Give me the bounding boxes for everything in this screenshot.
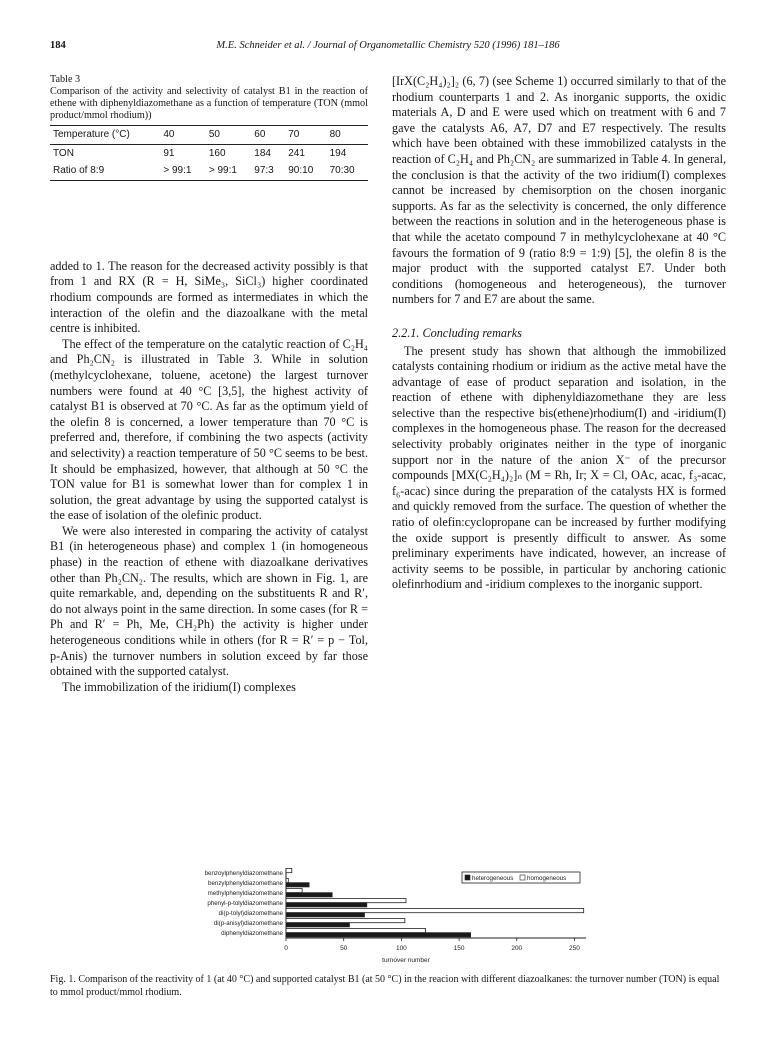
bar-heterogeneous — [286, 923, 349, 927]
table-header-cell: 80 — [327, 126, 368, 145]
category-label: di(p-anisyl)diazomethane — [213, 920, 283, 927]
body-paragraph: The immobilization of the iridium(I) complexes — [62, 679, 296, 694]
table-cell: 184 — [254, 147, 271, 159]
table-row — [50, 162, 368, 180]
body-paragraph: [IrX(C₂H₄)₂]₂ (6, 7) (see Scheme 1) occurred similarly to that of the rhodium counterparts 1 and 2. As inorganic supports, the oxidic materials A, D and E were used which on treatment with 6 and 7 gave the catalysts A6, A7, D7 and E7 respectively. The results which have been obtained with these immobilized catalysts in the reaction of C₂H₄ and Ph₂CN₂ are summarized in Table 4. In general, the conclusion is that the activity of the two iridium(I) complexes cannot be increased by chemisorption on the chosen inorganic supports. As far as the selectivity is concerned, the only difference between the reactions in solution and in the heterogeneous phase is that while the acetato compound 7 in methylcyclohexane at 40 °C favours the formation of 9 (ratio 8:9 = 1:9) [5], the olefin 8 is the major product with the supported catalyst E7. Under both conditions (homogeneous and heterogeneous), the turnover numbers for 7 and E7 are about the same. — [392, 74, 726, 307]
table-header-cell: Temperature (°C) — [50, 126, 160, 145]
body-paragraph: added to 1. The reason for the decreased activity possibly is that from 1 and RX (R = H, SiMe₃, SiCl₃) higher coordinated rhodium compounds are formed as intermediates in which the interaction of the olefin and the diazoalkane with the metal centre is inhibited. — [50, 258, 368, 336]
body-paragraph: We were also interested in comparing the activity of catalyst B1 (in heterogeneous phase) and complex 1 (in homogeneous phase) in the reaction of ethene with diazoalkane derivatives other than Ph₂CN₂. The results, which are shown in Fig. 1, are quite remarkable, and, depending on the substituents R and R′, do not always point in the same direction. In some cases (for R = Ph and R′ = Ph, Me, CH₂Ph) the activity is higher under heterogeneous conditions while in others (for R = R′ = p − Tol, p-Anis) the turnover numbers in solution exceed by far those obtained with the supported catalyst. — [50, 523, 368, 679]
x-axis-label: turnover number — [382, 957, 430, 964]
legend-label-heterogeneous: heterogeneous — [472, 875, 514, 882]
x-tick-label: 200 — [511, 945, 523, 952]
table-caption — [50, 74, 368, 122]
table-cell: 70:30 — [327, 162, 368, 180]
bar-homogeneous — [286, 919, 405, 923]
table-cell: Ratio of 8:9 — [50, 162, 160, 180]
x-tick-label: 50 — [340, 945, 348, 952]
bar-heterogeneous — [286, 893, 332, 897]
bar-heterogeneous — [286, 913, 364, 917]
legend-swatch-homogeneous — [520, 875, 525, 880]
table-header-row — [50, 126, 368, 145]
bar-homogeneous — [286, 929, 426, 933]
legend-label-homogeneous: homogeneous — [527, 875, 567, 882]
category-label: benzoylphenyldiazomethane — [204, 870, 283, 877]
bar-homogeneous — [286, 889, 302, 893]
page-number: 184 — [50, 40, 66, 51]
table-cell: TON — [53, 147, 74, 159]
bar-heterogeneous — [286, 883, 309, 887]
right-column — [392, 74, 726, 593]
bar-homogeneous — [286, 909, 584, 913]
table-cell: > 99:1 — [206, 162, 251, 180]
figure-1 — [150, 864, 590, 969]
category-label: di(p-tolyl)diazomethane — [218, 910, 283, 917]
x-tick-label: 100 — [395, 945, 407, 952]
bar-homogeneous — [286, 869, 292, 873]
table-cell: 160 — [208, 147, 226, 159]
body-paragraph: The effect of the temperature on the catalytic reaction of C₂H₄ and Ph₂CN₂ is illustrated in Table 3. While in solution (methylcyclohexane, toluene, acetone) the largest turnover numbers were found at 40 °C [3,5], the highest activity of catalyst B1 is observed at 70 °C. As far as the optimum yield of the olefin 8 is concerned, a lower temperature than 70 °C is preferred and, therefore, if combining the two aspects (activity and selectivity) a reaction temperature of 50 °C seems to be best. It should be emphasized, however, that although at 50 °C the TON value for B1 is somewhat lower than for complex 1 in solution, the great advantage by using the supported catalyst is the ease of isolation of the olefinic product. — [50, 336, 368, 523]
table-3 — [50, 125, 368, 181]
category-label: methylphenyldiazomethane — [207, 890, 283, 897]
figure-caption: Fig. 1. Comparison of the reactivity of 1 (at 40 °C) and supported catalyst B1 (at 50 °C) in the reacion with different diazoalkanes: the turnover number (TON) is equal to mmol product/mmol rhodium. — [50, 974, 720, 998]
bar-heterogeneous — [286, 933, 471, 937]
category-label: diphenyldiazomethane — [221, 930, 283, 937]
running-title: M.E. Schneider et al. / Journal of Organometallic Chemistry 520 (1996) 181–186 — [216, 40, 560, 51]
category-label: phenyl-p-tolyldiazomethane — [207, 900, 283, 907]
bar-heterogeneous — [286, 903, 367, 907]
table-label: Table 3 — [50, 74, 81, 85]
table-cell: 97:3 — [251, 162, 285, 180]
table-header-cell: 40 — [160, 126, 205, 145]
table-row — [50, 144, 368, 162]
x-tick-label: 250 — [569, 945, 580, 952]
table-cell: 90:10 — [285, 162, 326, 180]
table-caption-text: Comparison of the activity and selectivity of catalyst B1 in the reaction of ethene with diphenyldiazomethane as a function of temperature (TON (mmol product/mmol rhodium)) — [50, 86, 368, 121]
table-header-cell: 70 — [285, 126, 326, 145]
legend-swatch-heterogeneous — [465, 875, 470, 880]
left-column — [50, 74, 368, 695]
section-paragraph: The present study has shown that although the immobilized catalysts containing rhodium or iridium as the active metal have the advantage of ease of product separation and isolation, in the reaction of ethene with diphenyldiazomethane they are less selective than the respective bis(ethene)rhodium(I) and -iridium(I) complexes in the homogeneous phase. The reason for the decreased selectivity probably originates neither in the type of inorganic support nor in the nature of the anion X⁻ of the precursor compounds [MX(C₂H₄)₂]ₙ (M = Rh, Ir; X = Cl, OAc, acac, f₃-acac, f₆-acac) since during the preparation of the catalysts HX is formed and quickly removed from the surface. The question of whether the ratio of olefin:cyclopropane can be increased by further modifying the oxide support is presently difficult to answer. As some preliminary experiments have indicated, however, an increase of activity seems to be possible, in particular by anchoring cationic olefinrhodium and -iridium complexes to the inorganic support. — [392, 343, 726, 592]
table-cell: 194 — [329, 147, 347, 159]
bar-homogeneous — [286, 899, 406, 903]
x-tick-label: 0 — [284, 945, 288, 952]
bar-homogeneous — [286, 879, 288, 883]
bar-chart — [150, 864, 590, 969]
table-cell: 91 — [163, 147, 175, 159]
table-header-cell: 60 — [251, 126, 285, 145]
table-cell: > 99:1 — [160, 162, 205, 180]
x-tick-label: 150 — [453, 945, 465, 952]
table-header-cell: 50 — [206, 126, 251, 145]
category-label: benzylphenyldiazomethane — [208, 880, 283, 887]
section-heading: 2.2.1. Concluding remarks — [392, 325, 522, 340]
table-cell: 241 — [288, 147, 305, 159]
